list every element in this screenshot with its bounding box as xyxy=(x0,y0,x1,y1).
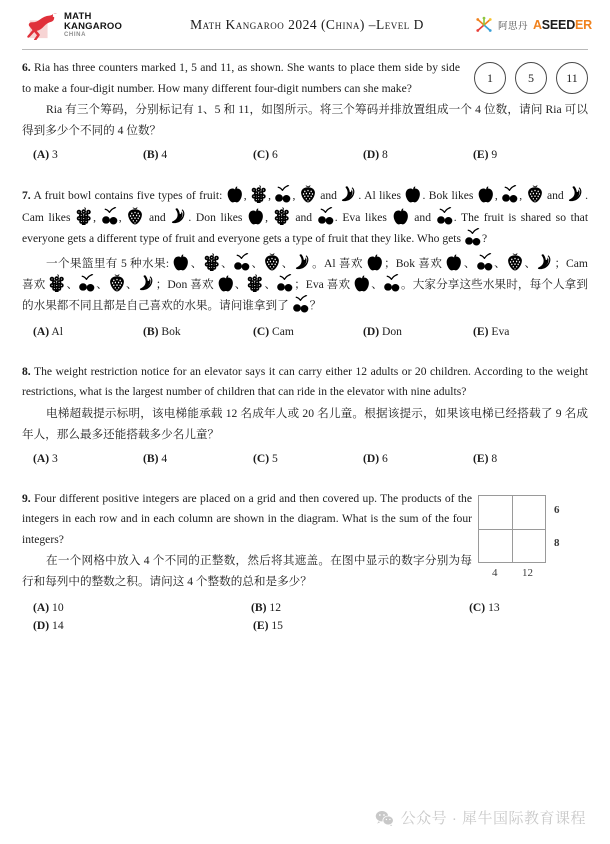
strawberry-icon xyxy=(507,253,523,271)
question-7-choices xyxy=(22,325,588,338)
choice-b[interactable] xyxy=(143,148,253,161)
choice-e[interactable] xyxy=(253,619,473,632)
question-7-chinese xyxy=(22,253,588,316)
choice-value: 14 xyxy=(52,619,64,632)
question-number: 8. xyxy=(22,364,31,378)
question-6-chinese xyxy=(22,99,588,141)
choice-d[interactable] xyxy=(363,148,473,161)
question-text-line: ；Bok 喜欢 xyxy=(384,256,443,270)
choice-letter: (B) xyxy=(143,451,159,465)
choice-value: 4 xyxy=(161,451,168,465)
choice-b[interactable] xyxy=(251,601,469,614)
choice-letter: (C) xyxy=(469,601,486,614)
question-7-english: 7. A fruit bowl contains five types of fruit: , , , and . Al likes . Bok likes , , and . Cam likes , , and . Don likes , and . Eva likes and . The fruit is shared so that everyone gets a different type of fruit and everyone gets a type of fruit that they like. Who gets ? xyxy=(22,185,588,250)
banana-icon xyxy=(537,254,553,271)
separator: 、 xyxy=(524,256,537,270)
strawberry-icon xyxy=(109,274,125,292)
question-text-line: and xyxy=(320,189,337,202)
choice-b[interactable] xyxy=(143,325,253,338)
question-7 xyxy=(22,185,588,338)
logo-line-math: MATH xyxy=(64,11,92,22)
choice-value: 10 xyxy=(52,601,64,614)
choice-value: 3 xyxy=(52,451,58,465)
aseeder-logo xyxy=(442,16,592,34)
cherries-icon xyxy=(477,253,493,271)
apple-icon xyxy=(393,208,409,225)
question-text-line: . The fruit is shared so that everyone gets a different type of fruit and everyone gets a type of fruit that they like. Who gets xyxy=(22,210,589,245)
counters-figure xyxy=(474,62,588,94)
strawberry-icon xyxy=(264,253,280,271)
question-text-line: According to the weight restrictions, what is the largest number of children that can ride in the xyxy=(22,364,588,398)
separator: 、 xyxy=(234,277,247,291)
question-9-chinese xyxy=(22,550,472,592)
question-9-choices-row-1 xyxy=(22,601,588,614)
question-9-english xyxy=(22,489,472,551)
separator: 、 xyxy=(190,256,203,270)
question-number: 6. xyxy=(22,61,31,74)
choice-value: 13 xyxy=(488,601,500,614)
choice-value: 6 xyxy=(382,451,388,465)
separator: 、 xyxy=(463,256,476,270)
banana-icon xyxy=(341,186,357,203)
aseeder-letter-a: A xyxy=(532,18,542,32)
question-9 xyxy=(22,489,588,633)
choice-value: Bok xyxy=(161,324,181,338)
aseeder-chinese-name: 阿思丹 xyxy=(497,21,528,32)
spacer xyxy=(22,163,588,185)
question-8-english xyxy=(22,362,588,403)
question-8-choices xyxy=(22,452,588,465)
question-text-line: A fruit bowl contains five types of fruit: xyxy=(33,189,223,202)
question-text-line: 电梯超载提示标明，该电梯能承载 12 名成年人或 20 名儿童。根据该提示，如果该电梯已经搭载 xyxy=(46,406,541,420)
choice-letter: (B) xyxy=(143,148,159,161)
row-product-1: 6 xyxy=(554,503,560,516)
choice-value: 3 xyxy=(52,148,58,161)
choice-letter: (A) xyxy=(33,148,50,161)
page-header xyxy=(0,0,610,50)
apple-icon xyxy=(405,186,421,203)
col-product-2: 12 xyxy=(522,566,533,579)
question-text-line: The weight restriction notice for an elevator says it can carry either 12 adults or 20 children. xyxy=(34,364,471,378)
choice-d[interactable] xyxy=(33,619,253,632)
spacer xyxy=(22,467,588,489)
aseeder-wordmark xyxy=(533,18,592,32)
grapes-icon xyxy=(251,185,267,203)
question-text-line: . Bok likes xyxy=(422,189,474,202)
spacer xyxy=(22,340,588,362)
choice-value: 4 xyxy=(161,148,168,161)
strawberry-icon xyxy=(300,185,316,203)
banana-icon xyxy=(171,208,187,225)
choice-value: Cam xyxy=(272,324,294,338)
question-text-line: . Eva likes xyxy=(334,210,387,224)
question-text-line: Ria 有三个筹码，分别标记有 1、5 和 11，如图所示。将三个筹码并排放置 xyxy=(46,103,426,116)
counter-chip: 1 xyxy=(474,62,506,94)
question-text-line: 了 9 名成年人，那么最多还能搭载多少名儿童？ xyxy=(22,406,588,441)
choice-value: 12 xyxy=(269,601,281,614)
apple-icon xyxy=(354,275,370,292)
choice-c[interactable] xyxy=(253,452,363,465)
cherries-icon xyxy=(318,207,334,225)
choice-letter: (C) xyxy=(253,324,270,338)
choice-c[interactable] xyxy=(253,325,363,338)
cherries-icon xyxy=(234,253,250,271)
question-text-line: . Don likes xyxy=(188,210,243,224)
apple-icon xyxy=(478,186,494,203)
question-text-line: What is the sum of the four integers? xyxy=(22,512,473,546)
cherries-icon xyxy=(277,274,293,292)
question-text-line: elevator with nine adults? xyxy=(346,385,467,398)
separator: 、 xyxy=(264,277,277,291)
choice-value: 8 xyxy=(382,148,388,161)
choice-letter: (E) xyxy=(253,619,269,632)
cherries-icon xyxy=(102,207,118,225)
question-text-line: and xyxy=(414,210,432,224)
separator: 、 xyxy=(96,277,108,291)
grid-figure xyxy=(464,491,584,591)
grapes-icon xyxy=(49,274,65,292)
apple-icon xyxy=(218,275,234,292)
separator: 、 xyxy=(251,256,264,270)
choice-letter: (D) xyxy=(33,619,50,632)
apple-icon xyxy=(227,186,243,203)
wechat-watermark xyxy=(375,807,586,828)
question-text-line: products of the integers in each row and in each column are shown in the diagram. xyxy=(22,491,473,525)
choice-letter: (A) xyxy=(33,324,50,338)
banana-icon xyxy=(295,254,311,271)
question-text-line: ；Eva 喜欢 xyxy=(294,277,351,291)
choice-c[interactable] xyxy=(253,148,363,161)
cherries-icon xyxy=(384,274,400,292)
banana-icon xyxy=(139,275,155,292)
question-text-line: 一个果篮里有 5 种水果: xyxy=(46,256,170,270)
choice-letter: (D) xyxy=(363,451,380,465)
choice-c[interactable] xyxy=(469,601,588,614)
cherries-icon xyxy=(275,185,291,203)
question-text-line: 别为每行和每列中的整数之积。请问这 4 个整数的总和是多少？ xyxy=(22,554,472,588)
question-text-line: ? xyxy=(481,232,488,245)
cherries-icon xyxy=(437,207,453,225)
grid-2x2 xyxy=(478,495,546,563)
choice-e[interactable] xyxy=(473,452,583,465)
cherries-icon xyxy=(79,274,95,292)
aseeder-letters-er: ER xyxy=(575,18,592,32)
question-6-english xyxy=(22,58,460,99)
question-text-line: 组成一个 4 位数，请问 Ria 可以得到多少个不同的 4 位数？ xyxy=(22,103,588,137)
choice-value: 15 xyxy=(271,619,283,632)
apple-icon xyxy=(367,254,383,271)
watermark-text: 公众号 · 犀牛国际教育课程 xyxy=(400,810,586,827)
question-text-line: . Cam likes xyxy=(22,189,589,224)
separator: 、 xyxy=(220,256,234,270)
choice-letter: (D) xyxy=(363,324,380,338)
choice-value: 5 xyxy=(272,451,278,465)
choice-value: Al xyxy=(51,324,63,338)
choice-a[interactable] xyxy=(33,601,251,614)
question-text-line: Ria has three counters marked 1, 5 and 11, as shown. She wants to place xyxy=(33,61,375,74)
strawberry-icon xyxy=(527,185,543,203)
question-6 xyxy=(22,58,588,161)
choice-value: 8 xyxy=(491,451,498,465)
math-kangaroo-logo xyxy=(22,10,172,40)
grapes-icon xyxy=(247,274,263,292)
cherries-icon xyxy=(502,185,518,203)
choice-letter: (C) xyxy=(253,148,270,161)
choice-letter: (A) xyxy=(33,601,50,614)
choice-letter: (C) xyxy=(253,451,270,465)
question-text-line: 。大家分享这些水果时，每个人拿到的水果都不同且都是自己喜欢的水果。请问谁拿到了 xyxy=(22,277,588,312)
kangaroo-icon xyxy=(22,10,60,40)
choice-a[interactable] xyxy=(33,452,143,465)
question-8-chinese xyxy=(22,403,588,445)
choice-value: Don xyxy=(382,324,402,338)
question-text-line: ；Cam 喜欢 xyxy=(22,256,588,291)
question-text-line: and xyxy=(546,189,564,202)
choice-d[interactable] xyxy=(363,452,473,465)
counter-chip: 11 xyxy=(556,62,588,94)
grapes-icon xyxy=(204,253,220,271)
question-text-line: ；Don 喜欢 xyxy=(155,277,214,291)
choice-a[interactable] xyxy=(33,325,143,338)
separator: 、 xyxy=(371,277,383,291)
question-number: 7. xyxy=(22,189,31,202)
choice-letter: (D) xyxy=(363,148,380,161)
choice-d[interactable] xyxy=(363,325,473,338)
choice-a[interactable] xyxy=(33,148,143,161)
choice-e[interactable] xyxy=(473,325,583,338)
questions-container xyxy=(0,50,610,632)
choice-letter: (B) xyxy=(143,324,159,338)
question-text-line: Four different positive integers are placed on a grid and then covered up. The xyxy=(34,491,399,505)
question-8 xyxy=(22,362,588,465)
question-text-line: and xyxy=(295,210,313,224)
row-product-2: 8 xyxy=(554,536,560,549)
aseeder-letters-seed: SEED xyxy=(541,18,576,32)
choice-letter: (B) xyxy=(251,601,267,614)
separator: 、 xyxy=(493,256,507,270)
question-text-line: numbers can she make? xyxy=(301,81,412,95)
choice-letter: (E) xyxy=(473,451,489,465)
choice-value: 9 xyxy=(491,148,498,161)
choice-value: 6 xyxy=(272,148,278,161)
counter-chip: 5 xyxy=(515,62,547,94)
apple-icon xyxy=(446,254,462,271)
logo-line-china: CHINA xyxy=(64,32,86,38)
question-text-line: and xyxy=(148,210,166,224)
logo-line-kangaroo: KANGAROO xyxy=(64,20,123,32)
cherries-icon xyxy=(293,295,309,313)
question-text-line: . Al likes xyxy=(358,189,401,202)
question-text-line: them side by side to make a four-digit number. How many different four-digit xyxy=(22,61,460,95)
question-text-line: ？ xyxy=(309,298,322,312)
choice-letter: (E) xyxy=(473,148,489,161)
choice-letter: (A) xyxy=(33,451,50,465)
math-kangaroo-wordmark xyxy=(64,12,122,38)
choice-letter: (E) xyxy=(473,324,489,338)
choice-value: Eva xyxy=(491,324,510,338)
apple-icon xyxy=(173,254,189,271)
grapes-icon xyxy=(274,207,290,225)
grapes-icon xyxy=(76,207,92,225)
question-text-line: 在一个网格中放入 4 个不同的正整数，然后将其遮盖。在图中显示的数字分 xyxy=(46,554,437,567)
col-product-1: 4 xyxy=(492,566,498,579)
wechat-icon xyxy=(375,810,394,826)
separator: 、 xyxy=(66,277,79,291)
choice-e[interactable] xyxy=(473,148,583,161)
separator: 、 xyxy=(281,256,294,270)
question-6-choices xyxy=(22,148,588,161)
cherries-icon xyxy=(465,228,481,246)
apple-icon xyxy=(248,208,264,225)
separator: 、 xyxy=(125,277,138,291)
banana-icon xyxy=(568,186,584,203)
choice-b[interactable] xyxy=(143,452,253,465)
question-number: 9. xyxy=(22,491,31,505)
question-9-choices-row-2 xyxy=(22,619,588,632)
question-text-line: 。Al 喜欢 xyxy=(311,256,363,270)
strawberry-icon xyxy=(127,207,143,225)
page-title: Math Kangaroo 2024 (China) –Level D xyxy=(190,17,424,32)
aseeder-star-icon xyxy=(475,16,493,34)
